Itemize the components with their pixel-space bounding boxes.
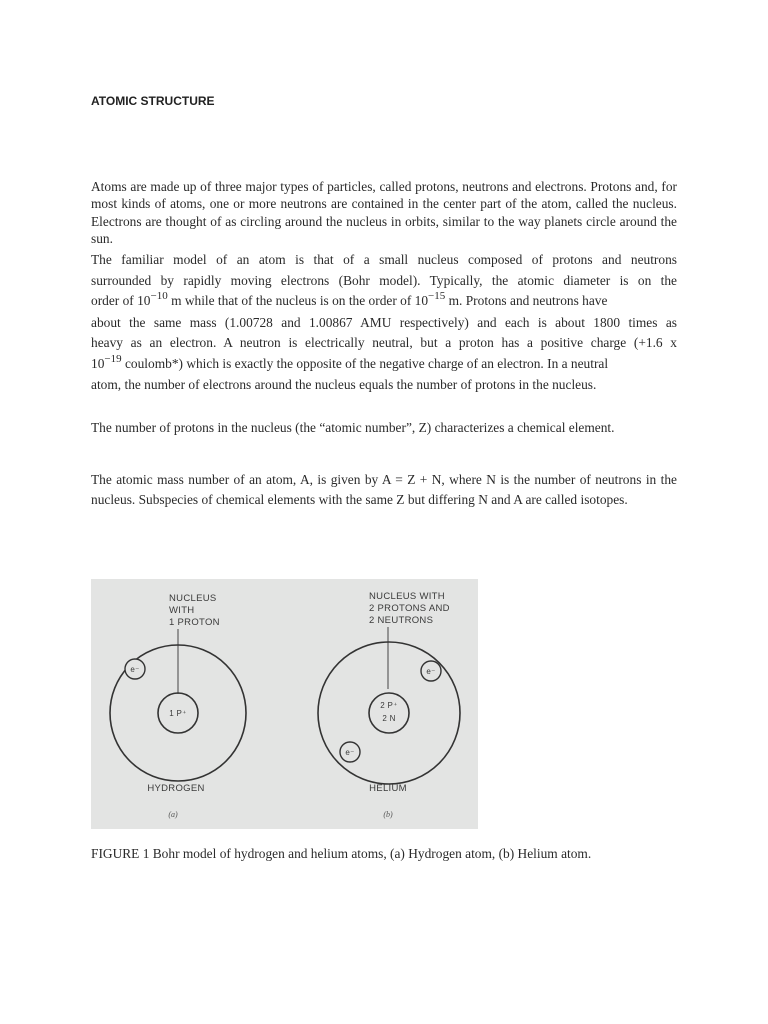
- hydrogen-electron-text: e⁻: [130, 665, 140, 674]
- hydrogen-atom: [110, 593, 246, 819]
- paragraph-atomic-number: The number of protons in the nucleus (the “atomic number”, Z) characterizes a chemical element.: [91, 420, 615, 435]
- bohr-model-diagram: [91, 579, 478, 829]
- helium-nucleus-text: 2 N: [382, 714, 396, 723]
- helium-name: HELIUM: [369, 783, 407, 794]
- hydrogen-nucleus-label: 1 PROTON: [169, 617, 220, 628]
- helium-electron-text: e⁻: [345, 748, 355, 757]
- page-title: ATOMIC STRUCTURE: [91, 94, 215, 108]
- figure-caption: FIGURE 1 Bohr model of hydrogen and helium atoms, (a) Hydrogen atom, (b) Helium atom.: [91, 846, 592, 861]
- hydrogen-nucleus-label: NUCLEUS: [169, 593, 217, 604]
- helium-nucleus-text: 2 P⁺: [380, 701, 398, 710]
- paragraph-bohr-model: [91, 250, 677, 396]
- text-run: coulomb*) which is exactly the opposite of the negative charge of an electron. In a neutral: [121, 355, 609, 371]
- helium-electron-text: e⁻: [426, 667, 436, 676]
- paragraph-line: The familiar model of an atom is that of a small nucleus composed of protons and neutrons: [91, 252, 677, 267]
- helium-nucleus-label: NUCLEUS WITH: [369, 591, 445, 602]
- helium-nucleus: [369, 693, 409, 733]
- helium-electron-orbit: [318, 642, 460, 784]
- bohr-model-figure: [91, 579, 478, 829]
- paragraph-line: [91, 291, 677, 313]
- paragraph-line: about the same mass (1.00728 and 1.00867 AMU respectively) and each is about 1800 times as: [91, 314, 677, 330]
- text-run: m while that of the nucleus is on the order of 10: [167, 293, 429, 308]
- superscript: −19: [104, 352, 122, 365]
- hydrogen-sublabel: (a): [168, 810, 178, 819]
- paragraph-line: surrounded by rapidly moving electrons (Bohr model). Typically, the atomic diameter is on the: [91, 272, 677, 288]
- paragraph-line: heavy as an electron. A neutron is electrically neutral, but a proton has a positive charge (+1.6 x: [91, 335, 677, 350]
- hydrogen-nucleus-label: WITH: [169, 605, 195, 616]
- helium-nucleus-label: 2 NEUTRONS: [369, 615, 434, 626]
- text-run: m. Protons and neutrons have: [445, 293, 608, 308]
- hydrogen-nucleus-text: 1 P⁺: [169, 709, 187, 718]
- text-run: 10: [91, 355, 105, 371]
- text-run: order of 10: [91, 293, 151, 308]
- helium-sublabel: (b): [383, 810, 393, 819]
- paragraph-mass-number: The atomic mass number of an atom, A, is given by A = Z + N, where N is the number of neutrons in the nucleus. Subspecies of chemical elements with the same Z but differing N and A are called isotopes.: [91, 472, 677, 507]
- helium-atom: [318, 591, 460, 819]
- helium-nucleus-label: 2 PROTONS AND: [369, 603, 450, 614]
- paragraph-particles: Atoms are made up of three major types of particles, called protons, neutrons and electrons. Protons and, for most kinds of atoms, one or more neutrons are contained in the center part of the atom, called the nucleus. Electrons are thought of as circling around the nucleus in orbits, similar to the way planets circle around the sun.: [91, 179, 677, 246]
- paragraph-line: [91, 354, 677, 376]
- paragraph-line: atom, the number of electrons around the nucleus equals the number of protons in the nucleus.: [91, 377, 597, 392]
- superscript: −10: [150, 290, 168, 302]
- superscript: −15: [428, 290, 446, 302]
- hydrogen-name: HYDROGEN: [147, 783, 205, 794]
